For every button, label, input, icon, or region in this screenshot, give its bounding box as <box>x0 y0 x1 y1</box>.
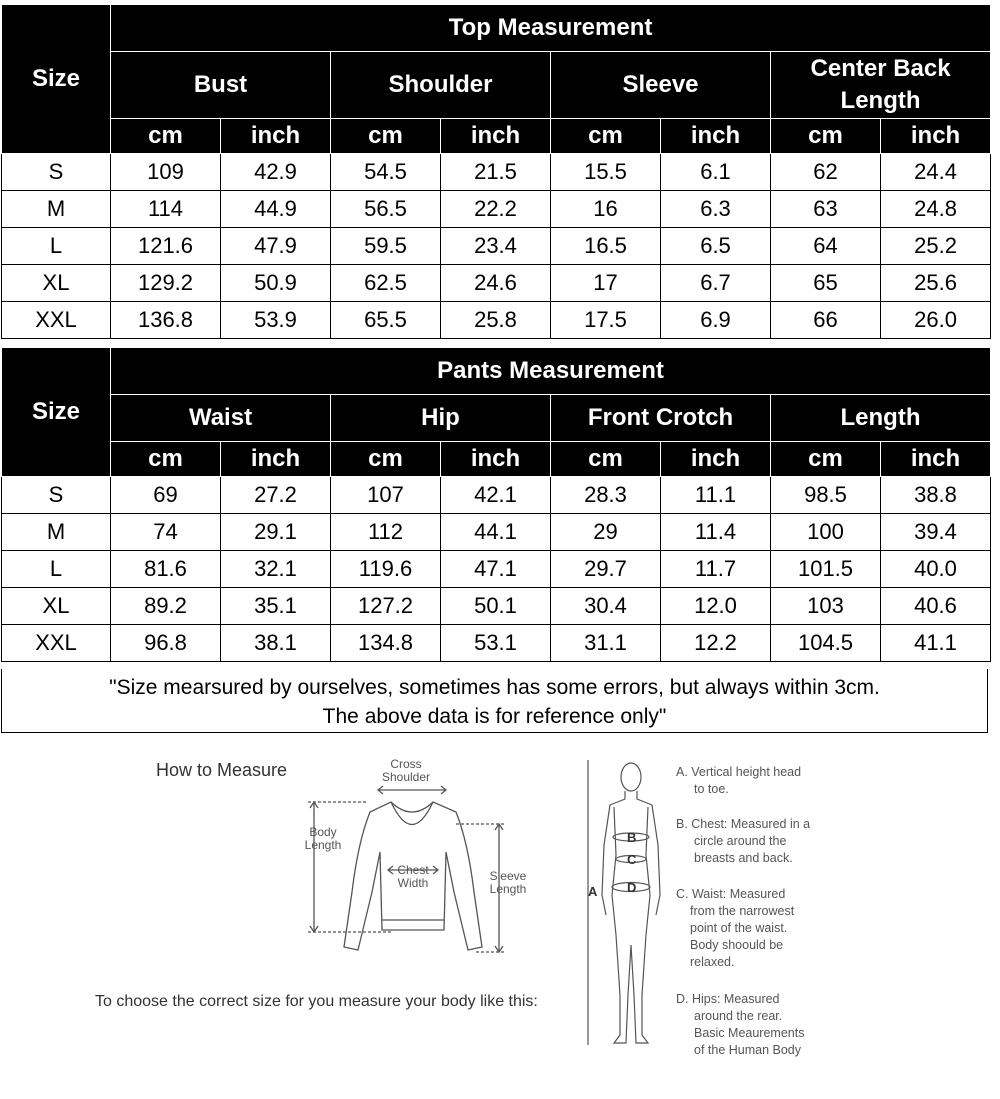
group-header: Bust <box>111 52 331 119</box>
note-line: around the rear. <box>694 1009 783 1023</box>
value-cell: 29.7 <box>551 551 661 588</box>
value-cell: 42.1 <box>441 477 551 514</box>
note-b <box>676 816 836 867</box>
unit-header: inch <box>661 119 771 154</box>
size-cell: XXL <box>2 625 111 662</box>
disclaimer-line: The above data is for reference only" <box>322 705 667 728</box>
note-a <box>676 764 836 798</box>
value-cell: 119.6 <box>331 551 441 588</box>
value-cell: 25.6 <box>881 265 991 302</box>
note-line: D. Hips: Measured <box>676 992 780 1006</box>
value-cell: 29.1 <box>221 514 331 551</box>
value-cell: 98.5 <box>771 477 881 514</box>
label-line: Body <box>309 825 337 839</box>
size-cell: L <box>2 228 111 265</box>
value-cell: 47.1 <box>441 551 551 588</box>
disclaimer-line: "Size mearsured by ourselves, sometimes has some errors, but always within 3cm. <box>109 676 880 699</box>
table-row <box>2 477 991 514</box>
value-cell: 22.2 <box>441 191 551 228</box>
table-row <box>2 302 991 339</box>
value-cell: 121.6 <box>111 228 221 265</box>
table-row <box>2 625 991 662</box>
group-header: Shoulder <box>331 52 551 119</box>
value-cell: 65 <box>771 265 881 302</box>
value-cell: 109 <box>111 154 221 191</box>
note-d <box>676 991 836 1059</box>
value-cell: 25.2 <box>881 228 991 265</box>
unit-header: inch <box>221 442 331 477</box>
value-cell: 127.2 <box>331 588 441 625</box>
value-cell: 100 <box>771 514 881 551</box>
value-cell: 11.1 <box>661 477 771 514</box>
note-line: circle around the <box>694 834 787 848</box>
value-cell: 107 <box>331 477 441 514</box>
size-cell: M <box>2 514 111 551</box>
table-row <box>2 228 991 265</box>
pants-measurement-table <box>1 347 991 662</box>
unit-header: inch <box>661 442 771 477</box>
value-cell: 12.2 <box>661 625 771 662</box>
unit-header: cm <box>551 442 661 477</box>
unit-header: inch <box>441 119 551 154</box>
value-cell: 96.8 <box>111 625 221 662</box>
note-line: C. Waist: Measured <box>676 887 786 901</box>
note-c <box>676 886 836 971</box>
note-line: from the narrowest <box>690 904 795 918</box>
value-cell: 21.5 <box>441 154 551 191</box>
note-line: Basic Meaurements <box>694 1026 805 1040</box>
value-cell: 134.8 <box>331 625 441 662</box>
value-cell: 112 <box>331 514 441 551</box>
unit-header: cm <box>331 442 441 477</box>
value-cell: 40.0 <box>881 551 991 588</box>
value-cell: 11.7 <box>661 551 771 588</box>
value-cell: 62.5 <box>331 265 441 302</box>
value-cell: 12.0 <box>661 588 771 625</box>
value-cell: 103 <box>771 588 881 625</box>
value-cell: 16 <box>551 191 661 228</box>
unit-header: cm <box>111 119 221 154</box>
value-cell: 129.2 <box>111 265 221 302</box>
value-cell: 50.1 <box>441 588 551 625</box>
value-cell: 64 <box>771 228 881 265</box>
unit-header: cm <box>771 442 881 477</box>
sleeve-length-label <box>482 870 534 896</box>
value-cell: 136.8 <box>111 302 221 339</box>
group-header: Center Back Length <box>771 52 991 119</box>
value-cell: 6.5 <box>661 228 771 265</box>
value-cell: 44.9 <box>221 191 331 228</box>
table-row <box>2 191 991 228</box>
label-line: Chest <box>397 863 429 877</box>
size-cell: XL <box>2 588 111 625</box>
group-header: Length <box>771 395 991 442</box>
unit-header: cm <box>551 119 661 154</box>
label-line: Length <box>304 838 342 852</box>
value-cell: 23.4 <box>441 228 551 265</box>
value-cell: 81.6 <box>111 551 221 588</box>
table-title: Top Measurement <box>111 5 991 52</box>
size-cell: L <box>2 551 111 588</box>
body-letter-a: A <box>588 884 598 899</box>
value-cell: 29 <box>551 514 661 551</box>
label-line: Width <box>397 876 429 890</box>
chest-width-label <box>390 864 436 890</box>
size-cell: XXL <box>2 302 111 339</box>
value-cell: 38.1 <box>221 625 331 662</box>
value-cell: 30.4 <box>551 588 661 625</box>
value-cell: 104.5 <box>771 625 881 662</box>
body-letter-d: D <box>627 880 637 895</box>
value-cell: 17.5 <box>551 302 661 339</box>
value-cell: 56.5 <box>331 191 441 228</box>
value-cell: 17 <box>551 265 661 302</box>
table-row <box>2 265 991 302</box>
label-line: Shoulder <box>381 770 431 784</box>
human-body-diagram <box>580 755 680 1055</box>
group-header: Front Crotch <box>551 395 771 442</box>
value-cell: 24.4 <box>881 154 991 191</box>
value-cell: 35.1 <box>221 588 331 625</box>
size-cell: S <box>2 477 111 514</box>
value-cell: 11.4 <box>661 514 771 551</box>
note-line: of the Human Body <box>694 1043 802 1057</box>
note-line: point of the waist. <box>690 921 788 935</box>
value-cell: 38.8 <box>881 477 991 514</box>
note-line: B. Chest: Measured in a <box>676 817 811 831</box>
value-cell: 6.1 <box>661 154 771 191</box>
value-cell: 69 <box>111 477 221 514</box>
value-cell: 6.7 <box>661 265 771 302</box>
value-cell: 47.9 <box>221 228 331 265</box>
unit-header: inch <box>441 442 551 477</box>
value-cell: 40.6 <box>881 588 991 625</box>
body-letter-c: C <box>627 852 637 867</box>
value-cell: 62 <box>771 154 881 191</box>
table-row <box>2 551 991 588</box>
group-header: Waist <box>111 395 331 442</box>
table-row <box>2 588 991 625</box>
how-to-measure-title: How to Measure <box>156 760 288 780</box>
unit-header: inch <box>881 119 991 154</box>
value-cell: 39.4 <box>881 514 991 551</box>
value-cell: 24.6 <box>441 265 551 302</box>
value-cell: 42.9 <box>221 154 331 191</box>
size-cell: XL <box>2 265 111 302</box>
body-letter-b: B <box>627 830 637 845</box>
value-cell: 89.2 <box>111 588 221 625</box>
table-row <box>2 514 991 551</box>
size-header: Size <box>2 348 111 477</box>
value-cell: 53.9 <box>221 302 331 339</box>
disclaimer-note <box>1 669 988 733</box>
value-cell: 31.1 <box>551 625 661 662</box>
body-length-label <box>298 826 348 852</box>
value-cell: 15.5 <box>551 154 661 191</box>
note-line: relaxed. <box>690 955 735 969</box>
note-line: A. Vertical height head <box>676 765 802 779</box>
top-measurement-table <box>1 4 991 339</box>
size-cell: M <box>2 191 111 228</box>
size-cell: S <box>2 154 111 191</box>
value-cell: 50.9 <box>221 265 331 302</box>
value-cell: 27.2 <box>221 477 331 514</box>
value-cell: 44.1 <box>441 514 551 551</box>
cross-shoulder-label <box>381 758 431 784</box>
value-cell: 16.5 <box>551 228 661 265</box>
value-cell: 65.5 <box>331 302 441 339</box>
label-line: Cross <box>390 757 422 771</box>
value-cell: 54.5 <box>331 154 441 191</box>
value-cell: 66 <box>771 302 881 339</box>
unit-header: inch <box>881 442 991 477</box>
unit-header: cm <box>331 119 441 154</box>
body-head <box>621 763 641 791</box>
note-line: Body shoould be <box>690 938 784 952</box>
value-cell: 74 <box>111 514 221 551</box>
label-line: Sleeve <box>489 869 527 883</box>
value-cell: 28.3 <box>551 477 661 514</box>
group-header: Hip <box>331 395 551 442</box>
group-header: Sleeve <box>551 52 771 119</box>
value-cell: 41.1 <box>881 625 991 662</box>
value-cell: 24.8 <box>881 191 991 228</box>
unit-header: cm <box>111 442 221 477</box>
value-cell: 6.9 <box>661 302 771 339</box>
unit-header: cm <box>771 119 881 154</box>
unit-header: inch <box>221 119 331 154</box>
label-line: Length <box>489 882 527 896</box>
value-cell: 53.1 <box>441 625 551 662</box>
size-header: Size <box>2 5 111 154</box>
value-cell: 114 <box>111 191 221 228</box>
instruction-text: To choose the correct size for you measure your body like this: <box>95 993 538 1010</box>
value-cell: 32.1 <box>221 551 331 588</box>
value-cell: 6.3 <box>661 191 771 228</box>
value-cell: 26.0 <box>881 302 991 339</box>
value-cell: 59.5 <box>331 228 441 265</box>
table-title: Pants Measurement <box>111 348 991 395</box>
value-cell: 25.8 <box>441 302 551 339</box>
table-row <box>2 154 991 191</box>
value-cell: 101.5 <box>771 551 881 588</box>
value-cell: 63 <box>771 191 881 228</box>
note-line: breasts and back. <box>694 851 793 865</box>
note-line: to toe. <box>694 782 729 796</box>
